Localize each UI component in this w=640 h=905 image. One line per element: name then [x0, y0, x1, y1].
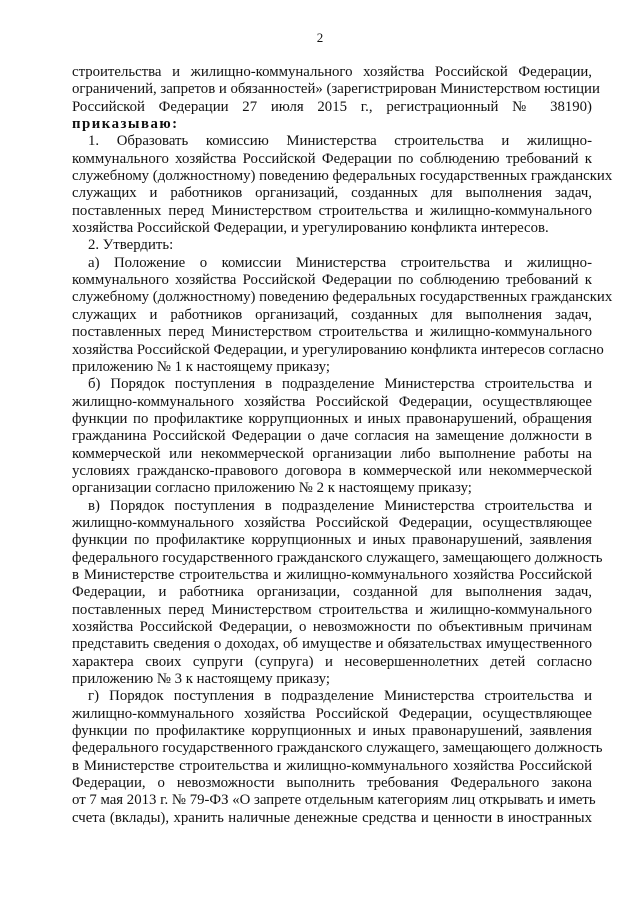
page-number: 2 [316, 30, 324, 45]
text-line: служебному (должностному) поведению федеральных государственных гражданских [72, 168, 613, 185]
text-line: в Министерстве строительства и жилищно-коммунального хозяйства Российской [72, 757, 592, 774]
text-line: хозяйства Российской Федерации, и урегулированию конфликта интересов. [72, 220, 549, 237]
text-line: характера своих супруги (супруга) и несовершеннолетних детей согласно [72, 653, 592, 670]
text-line: служащих и работников организаций, созданных для выполнения задач, [72, 185, 592, 202]
text-line: функции по профилактике коррупционных и иных правонарушений, обращения [72, 410, 592, 427]
text-line: б) Порядок поступления в подразделение Министерства строительства и [88, 376, 592, 393]
text-line: гражданина Российской Федерации о даче согласия на замещение должности в [72, 428, 592, 445]
text-line: функции по профилактике коррупционных и иных правонарушений, заявления [72, 532, 592, 549]
text-line: ограничений, запретов и обязанностей» (зарегистрирован Министерством юстиции [72, 81, 600, 98]
text-line: счета (вклады), хранить наличные денежные средства и ценности в иностранных [72, 809, 592, 826]
text-line: хозяйства Российской Федерации, и урегулированию конфликта интересов согласно [72, 341, 604, 358]
text-line: в Министерстве строительства и жилищно-коммунального хозяйства Российской [72, 566, 592, 583]
order-keyword: приказываю: [72, 116, 179, 133]
text-line: жилищно-коммунального хозяйства Российской Федерации, осуществляющее [72, 514, 592, 531]
text-line: г) Порядок поступления в подразделение Министерства строительства и [88, 688, 592, 705]
text-line: федерального государственного гражданского служащего, замещающего должность [72, 549, 603, 566]
text-line: приложению № 3 к настоящему приказу; [72, 671, 330, 688]
text-line: от 7 мая 2013 г. № 79-ФЗ «О запрете отдельным категориям лиц открывать и иметь [72, 792, 596, 809]
text-line: Федерации, и работника организации, созданной для выполнения задач, [72, 584, 592, 601]
text-line: жилищно-коммунального хозяйства Российской Федерации, осуществляющее [72, 705, 592, 722]
text-line: поставленных перед Министерством строительства и жилищно-коммунального [72, 324, 592, 341]
text-line: коммунального хозяйства Российской Федерации по соблюдению требований к [72, 272, 592, 289]
text-line: служащих и работников организаций, созданных для выполнения задач, [72, 306, 592, 323]
text-line: Федерации, о невозможности выполнить требования Федерального закона [72, 775, 592, 792]
text-line: строительства и жилищно-коммунального хозяйства Российской Федерации, [72, 64, 592, 80]
text-line: 1. Образовать комиссию Министерства строительства и жилищно- [88, 133, 592, 150]
text-line: коммунального хозяйства Российской Федерации по соблюдению требований к [72, 150, 592, 167]
document-body [72, 64, 613, 827]
text-line: в) Порядок поступления в подразделение Министерства строительства и [88, 497, 592, 514]
text-line: жилищно-коммунального хозяйства Российской Федерации, осуществляющее [72, 393, 592, 410]
text-line: служебному (должностному) поведению федеральных государственных гражданских [72, 289, 613, 306]
text-line: поставленных перед Министерством строительства и жилищно-коммунального [72, 202, 592, 219]
text-line: 2. Утвердить: [88, 237, 174, 254]
text-line: а) Положение о комиссии Министерства строительства и жилищно- [88, 254, 592, 271]
text-line: представить сведения о доходах, об имуществе и обязательствах имущественного [72, 636, 592, 653]
text-line: поставленных перед Министерством строительства и жилищно-коммунального [72, 601, 592, 618]
text-line: Российской Федерации 27 июля 2015 г., регистрационный № 38190) [72, 98, 592, 115]
text-line: федерального государственного гражданского служащего, замещающего должность [72, 740, 603, 757]
text-line: организации согласно приложению № 2 к настоящему приказу; [72, 480, 472, 497]
text-line: функции по профилактике коррупционных и иных правонарушений, заявления [72, 723, 592, 740]
text-line: условиях гражданско-правового договора в коммерческой или некоммерческой [72, 462, 592, 479]
text-line: приложению № 1 к настоящему приказу; [72, 358, 330, 375]
text-line: хозяйства Российской Федерации, о невозможности по объективным причинам [72, 619, 592, 635]
text-line: коммерческой или некоммерческой организации либо выполнение работы на [72, 445, 592, 462]
